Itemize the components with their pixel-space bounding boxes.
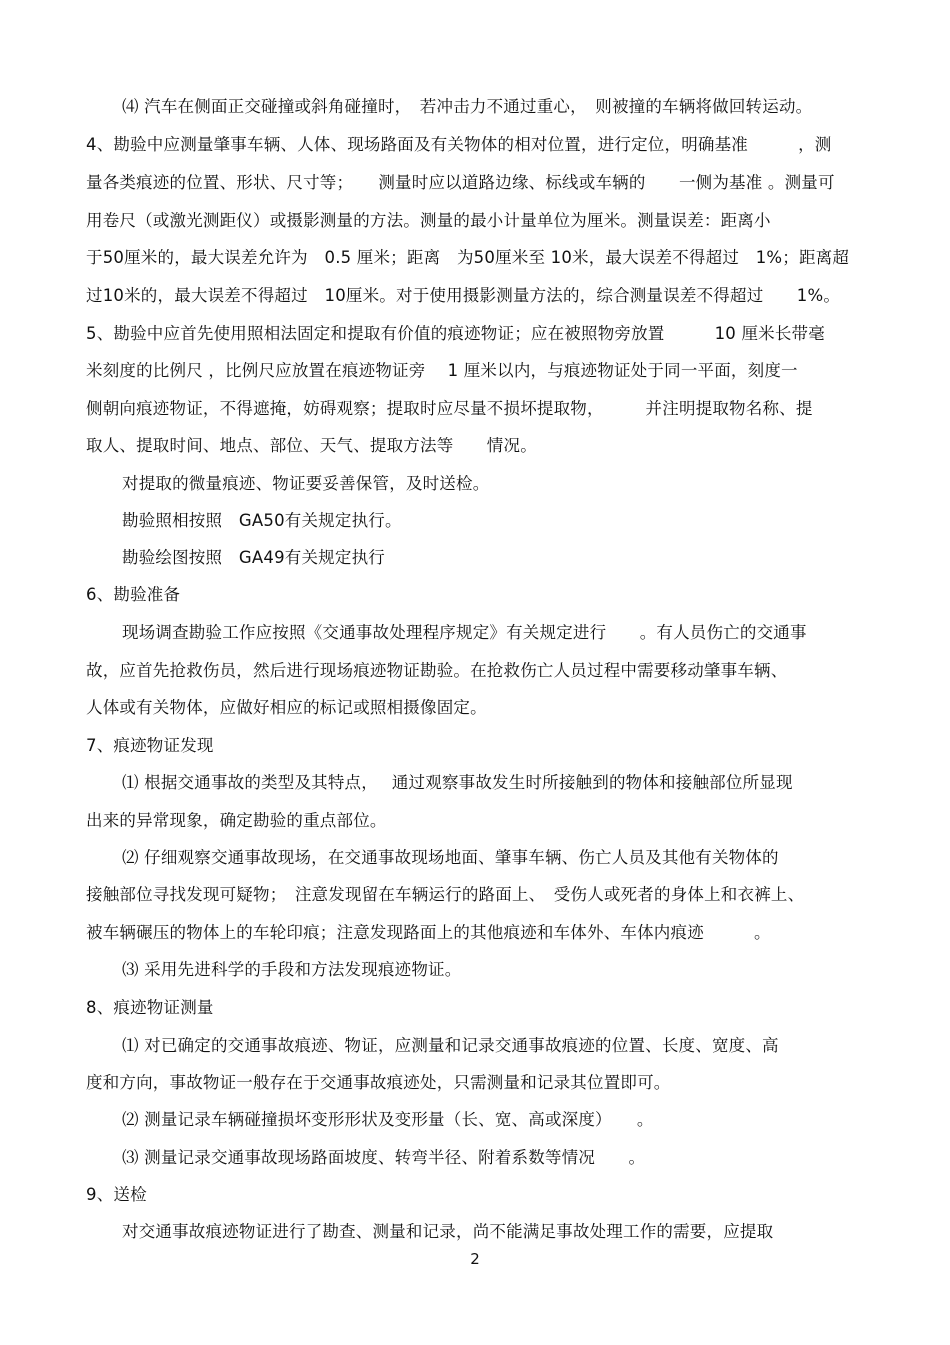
paragraph-line: ⑵ 仔细观察交通事故现场，在交通事故现场地面、肇事车辆、伤亡人员及其他有关物体的 xyxy=(122,848,779,867)
page-number: 2 xyxy=(470,1250,480,1268)
paragraph-line: 过10米的，最大误差不得超过 10厘米。对于使用摄影测量方法的，综合测量误差不得超过 1%。 xyxy=(86,286,841,305)
paragraph-line: 人体或有关物体，应做好相应的标记或照相摄像固定。 xyxy=(86,698,487,717)
section-4-heading-line: 4、勘验中应测量肇事车辆、人体、现场路面及有关物体的相对位置，进行定位，明确基准 ，测 xyxy=(86,135,832,154)
paragraph-line: ⑴ 对已确定的交通事故痕迹、物证，应测量和记录交通事故痕迹的位置、长度、宽度、高 xyxy=(122,1036,779,1055)
paragraph-line: 于50厘米的，最大误差允许为 0.5 厘米；距离 为50厘米至 10米，最大误差不得超过 1%；距离超 xyxy=(86,248,850,267)
section-5-heading-line: 5、勘验中应首先使用照相法固定和提取有价值的痕迹物证；应在被照物旁放置 10 厘米长带毫 xyxy=(86,324,825,343)
paragraph-line: 勘验照相按照 GA50有关规定执行。 xyxy=(122,511,402,530)
paragraph-line: 对提取的微量痕迹、物证要妥善保管，及时送检。 xyxy=(122,474,490,493)
paragraph-line: 被车辆碾压的物体上的车轮印痕；注意发现路面上的其他痕迹和车体外、车体内痕迹 。 xyxy=(86,923,771,942)
paragraph-line: 米刻度的比例尺 ，比例尺应放置在痕迹物证旁 1 厘米以内，与痕迹物证处于同一平面，刻度一 xyxy=(86,361,798,380)
paragraph-line: 用卷尺（或激光测距仪）或摄影测量的方法。测量的最小计量单位为厘米。测量误差：距离小 xyxy=(86,211,771,230)
paragraph-line: 对交通事故痕迹物证进行了勘查、测量和记录，尚不能满足事故处理工作的需要，应提取 xyxy=(122,1222,774,1241)
paragraph-line: ⑶ 测量记录交通事故现场路面坡度、转弯半径、附着系数等情况 。 xyxy=(122,1148,646,1167)
paragraph-line: ⑵ 测量记录车辆碰撞损坏变形形状及变形量（长、宽、高或深度） 。 xyxy=(122,1110,654,1129)
section-8-heading: 8、痕迹物证测量 xyxy=(86,998,214,1017)
paragraph-line: 接触部位寻找发现可疑物； 注意发现留在车辆运行的路面上、 受伤人或死者的身体上和衣裤上、 xyxy=(86,885,805,904)
paragraph-line: ⑷ 汽车在侧面正交碰撞或斜角碰撞时， 若冲击力不通过重心， 则被撞的车辆将做回转运动。 xyxy=(122,97,813,116)
section-7-heading: 7、痕迹物证发现 xyxy=(86,736,214,755)
paragraph-line: 量各类痕迹的位置、形状、尺寸等； 测量时应以道路边缘、标线或车辆的 一侧为基准 。测量可 xyxy=(86,173,835,192)
paragraph-line: 侧朝向痕迹物证，不得遮掩，妨碍观察；提取时应尽量不损坏提取物， 并注明提取物名称、提 xyxy=(86,399,813,418)
paragraph-line: 取人、提取时间、地点、部位、天气、提取方法等 情况。 xyxy=(86,436,537,455)
paragraph-line: ⑶ 采用先进科学的手段和方法发现痕迹物证。 xyxy=(122,960,462,979)
paragraph-line: 度和方向，事故物证一般存在于交通事故痕迹处，只需测量和记录其位置即可。 xyxy=(86,1073,671,1092)
paragraph-line: 出来的异常现象，确定勘验的重点部位。 xyxy=(86,811,387,830)
paragraph-line: ⑴ 根据交通事故的类型及其特点， 通过观察事故发生时所接触到的物体和接触部位所显现 xyxy=(122,773,793,792)
section-6-heading: 6、勘验准备 xyxy=(86,585,181,604)
paragraph-line: 故，应首先抢救伤员，然后进行现场痕迹物证勘验。在抢救伤亡人员过程中需要移动肇事车辆、 xyxy=(86,661,788,680)
paragraph-line: 勘验绘图按照 GA49有关规定执行 xyxy=(122,548,385,567)
paragraph-line: 现场调查勘验工作应按照《交通事故处理程序规定》有关规定进行 。有人员伤亡的交通事 xyxy=(122,623,807,642)
section-9-heading: 9、送检 xyxy=(86,1185,147,1204)
